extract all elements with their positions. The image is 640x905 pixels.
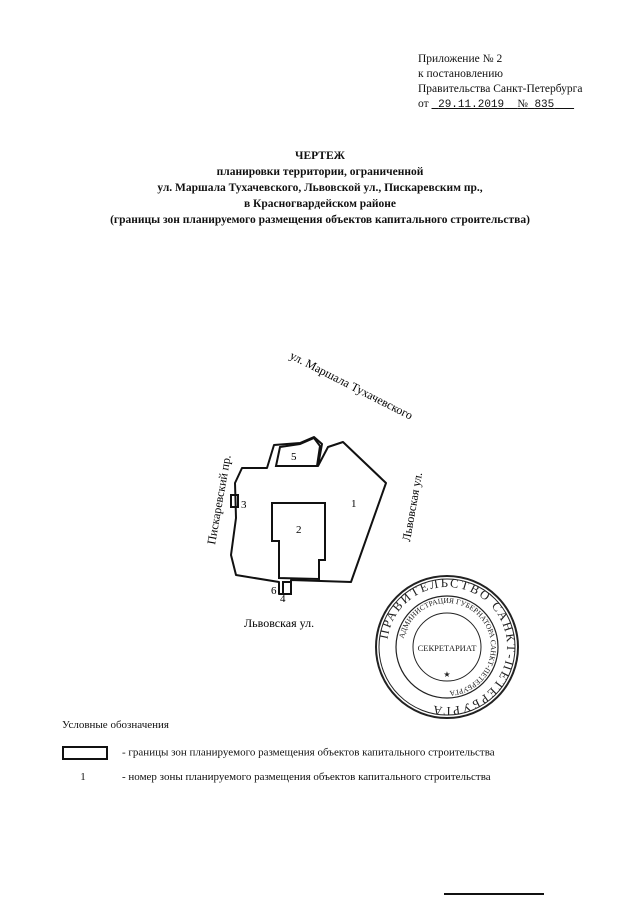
title-heading: ЧЕРТЕЖ xyxy=(295,150,345,162)
zone-6-number: 6 xyxy=(271,585,277,597)
number-prefix: № xyxy=(517,98,528,110)
street-label-top: ул. Маршала Тухачевского xyxy=(287,348,416,423)
stamp-star-icon: ★ xyxy=(443,670,451,679)
zone-1-boundary xyxy=(231,437,386,594)
stamp-center-text: СЕКРЕТАРИАТ xyxy=(417,643,477,653)
decree-number: 835 xyxy=(534,99,555,111)
street-label-bottom: Львовская ул. xyxy=(244,616,315,630)
legend-boundary-swatch xyxy=(62,746,108,760)
title-line-4: (границы зон планируемого размещения объектов капитального строительства) xyxy=(110,214,530,226)
legend-row-boundary xyxy=(62,746,495,760)
title-line-1: планировки территории, ограниченной xyxy=(216,166,424,178)
decree-date: 29.11.2019 № 835 xyxy=(438,98,555,111)
bottom-divider xyxy=(444,893,544,895)
zone-5-number: 5 xyxy=(291,451,297,463)
street-label-right: Львовская ул. xyxy=(399,471,426,543)
street-label-left: Пискаревский пр. xyxy=(204,453,234,546)
zone-3-number: 3 xyxy=(241,499,247,511)
appendix-line-1: Приложение № 2 xyxy=(418,53,503,65)
title-line-2: ул. Маршала Тухачевского, Львовской ул., Пискаревским пр., xyxy=(157,182,483,194)
title-line-3: в Красногвардейском районе xyxy=(243,198,397,210)
legend-number-sample: 1 xyxy=(80,771,86,783)
appendix-line-2: к постановлению xyxy=(418,68,503,80)
zone-2-boundary xyxy=(272,503,325,579)
appendix-line-3: Правительства Санкт-Петербурга xyxy=(418,83,583,95)
legend-title: Условные обозначения xyxy=(62,719,169,731)
official-stamp-seal xyxy=(372,572,522,722)
zone-2-number: 2 xyxy=(296,524,302,536)
stamp-outer-text: ПРАВИТЕЛЬСТВО САНКТ-ПЕТЕРБУРГА xyxy=(376,575,519,719)
legend-row-number xyxy=(62,771,491,783)
legend-number-desc: - номер зоны планируемого размещения объектов капитального строительства xyxy=(122,771,491,783)
zone-1-number: 1 xyxy=(351,498,357,510)
from-prefix: от xyxy=(418,98,429,110)
stamp-inner-text: АДМИНИСТРАЦИЯ ГУБЕРНАТОРА САНКТ-ПЕТЕРБУРГА xyxy=(396,595,499,698)
legend-boundary-desc: - границы зон планируемого размещения объектов капитального строительства xyxy=(122,746,495,759)
zone-4-number: 4 xyxy=(280,593,286,605)
